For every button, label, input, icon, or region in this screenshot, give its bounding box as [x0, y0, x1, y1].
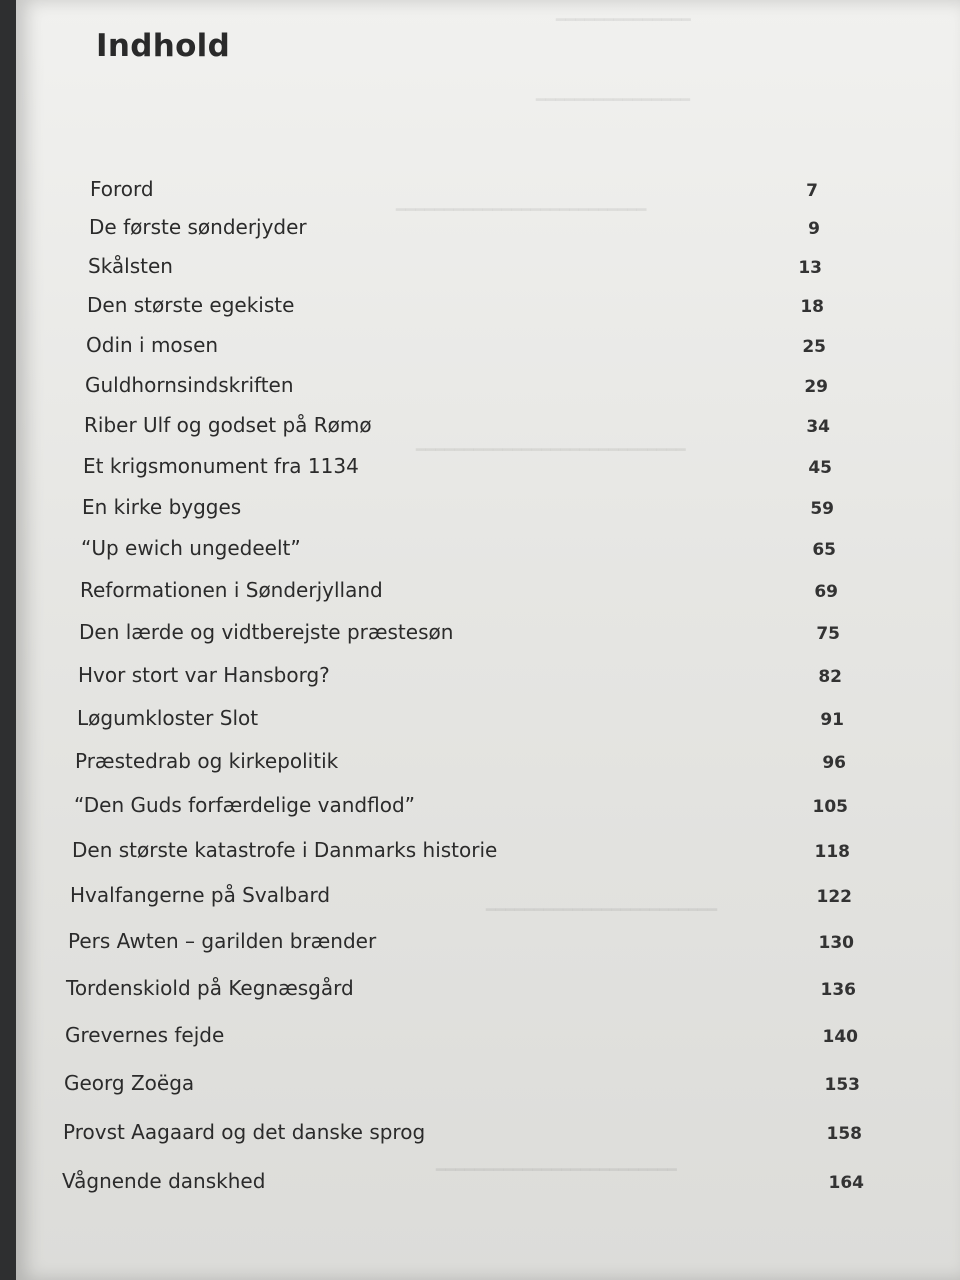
toc-entry-title: En kirke bygges: [82, 495, 242, 519]
toc-entry-page: 153: [824, 1075, 860, 1095]
bleed-through-text: ━━━━━━━━━━━━━━━━: [536, 90, 691, 109]
toc-entry-title: Riber Ulf og godset på Rømø: [84, 413, 372, 437]
toc-entry-title: Den lærde og vidtberejste præstesøn: [79, 620, 454, 644]
toc-entry-title: Hvalfangerne på Svalbard: [70, 883, 331, 907]
toc-entry-page: 45: [808, 458, 832, 478]
toc-entry: [68, 925, 854, 955]
book-page: [16, 0, 960, 1280]
toc-entry-title: Vågnende danskhed: [62, 1169, 266, 1193]
toc-entry: [66, 972, 856, 1002]
toc-entry-title: “Den Guds forfærdelige vandflod”: [74, 793, 416, 817]
toc-entry: [77, 702, 844, 732]
bleed-through-text: ━━━━━━━━━━━━━━━━━━━━━━━━━━━━: [416, 440, 686, 459]
toc-entry-page: 122: [816, 887, 852, 907]
toc-entry-title: Grevernes fejde: [65, 1023, 225, 1047]
toc-entry-page: 9: [808, 219, 820, 239]
toc-entry: [65, 1019, 858, 1049]
bleed-through-text: ━━━━━━━━━━━━━━━━━━━━━━━━━: [436, 1160, 677, 1179]
toc-entry-page: 34: [806, 417, 830, 437]
toc-entry-page: 164: [828, 1173, 864, 1193]
toc-entry-page: 59: [810, 499, 834, 519]
toc-entry-title: Forord: [90, 177, 154, 201]
toc-entry-page: 13: [798, 258, 822, 278]
bleed-through-text: ━━━━━━━━━━━━━━━━━━━━━━━━: [486, 900, 718, 919]
toc-entry-title: Den største katastrofe i Danmarks historie: [72, 838, 498, 862]
toc-entry: [90, 173, 818, 203]
toc-entry-title: Den største egekiste: [87, 293, 295, 317]
toc-entry-title: Guldhornsindskriften: [85, 373, 294, 397]
toc-entry-title: Hvor stort var Hansborg?: [78, 663, 330, 687]
toc-entry-page: 105: [812, 797, 848, 817]
bleed-through-text: ━━━━━━━━━━━━━━━━━━━━━━━━━━: [396, 200, 647, 219]
toc-entry: [78, 659, 842, 689]
toc-entry-title: Reformationen i Sønderjylland: [80, 578, 383, 602]
toc-entry-page: 91: [820, 710, 844, 730]
toc-entry-title: Provst Aagaard og det danske sprog: [63, 1120, 426, 1144]
toc-entry: [70, 879, 852, 909]
page-title: Indhold: [96, 28, 231, 64]
toc-entry-title: Pers Awten – garilden brænder: [68, 929, 377, 953]
toc-entry-page: 7: [806, 181, 818, 201]
toc-entry-title: Skålsten: [88, 254, 173, 278]
toc-entry: [83, 450, 832, 480]
toc-entry: [72, 834, 850, 864]
toc-entry: [85, 369, 828, 399]
toc-entry: [81, 532, 836, 562]
toc-entry-page: 25: [802, 337, 826, 357]
toc-entry-title: Georg Zoëga: [64, 1071, 195, 1095]
table-of-contents: [16, 0, 960, 1280]
toc-entry-page: 29: [804, 377, 828, 397]
toc-entry-title: Løgumkloster Slot: [77, 706, 259, 730]
toc-entry-title: Et krigsmonument fra 1134: [83, 454, 359, 478]
toc-entry-title: De første sønderjyder: [89, 215, 307, 239]
toc-entry-page: 18: [800, 297, 824, 317]
bleed-through-text: ━━━━━━━━━━━━━━: [556, 10, 691, 29]
toc-entry: [86, 329, 826, 359]
toc-entry-title: Odin i mosen: [86, 333, 219, 357]
toc-entry-page: 140: [822, 1027, 858, 1047]
toc-entry: [79, 616, 840, 646]
toc-entry: [74, 789, 848, 819]
toc-entry-page: 69: [814, 582, 838, 602]
toc-entry: [75, 745, 846, 775]
toc-entry-page: 136: [820, 980, 856, 1000]
toc-entry-page: 75: [816, 624, 840, 644]
toc-entry: [82, 491, 834, 521]
toc-entry: [64, 1067, 860, 1097]
toc-entry: [89, 211, 820, 241]
toc-entry: [63, 1116, 862, 1146]
toc-entry: [62, 1165, 864, 1195]
toc-entry-page: 82: [818, 667, 842, 687]
toc-entry: [84, 409, 830, 439]
toc-entry-page: 158: [826, 1124, 862, 1144]
toc-entry: [88, 250, 822, 280]
toc-entry-title: Præstedrab og kirkepolitik: [75, 749, 339, 773]
toc-entry-title: Tordenskiold på Kegnæsgård: [66, 976, 354, 1000]
toc-entry-page: 65: [812, 540, 836, 560]
toc-entry-page: 96: [822, 753, 846, 773]
toc-entry-page: 118: [814, 842, 850, 862]
toc-entry-page: 130: [818, 933, 854, 953]
toc-entry: [80, 574, 838, 604]
toc-entry-title: “Up ewich ungedeelt”: [81, 536, 301, 560]
toc-entry: [87, 289, 824, 319]
